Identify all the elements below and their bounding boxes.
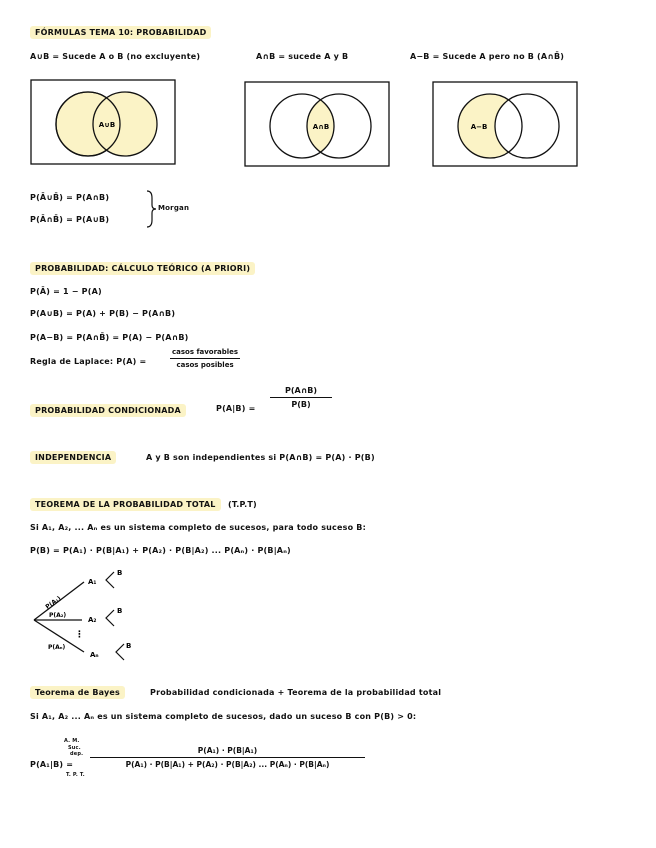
venn-intersection-diagram <box>244 81 390 167</box>
tree-node-n: Aₙ <box>90 651 99 659</box>
bayes-heading: Teorema de Bayes <box>30 686 125 699</box>
bayes-fraction <box>90 746 365 769</box>
probability-tree-diagram <box>30 566 140 662</box>
tree-leaf-n: B <box>126 642 132 650</box>
tree-branch-label-n: P(Aₙ) <box>48 644 66 651</box>
morgan-law-2: P(Ā∩B̄) = P(A∪B) <box>30 215 110 224</box>
page-title: FÓRMULAS TEMA 10: PROBABILIDAD <box>30 26 211 39</box>
tpt-intro: Si A₁, A₂, ... Aₙ es un sistema completo de sucesos, para todo suceso B: <box>30 523 366 532</box>
tree-fork-1 <box>106 572 114 588</box>
independencia-text: A y B son independientes si P(A∩B) = P(A) · P(B) <box>146 453 375 462</box>
bayes-eq-top: A. M. <box>64 738 80 744</box>
tree-fork-2 <box>106 610 114 626</box>
morgan-law-1: P(Ā∪B̄) = P(A∩B) <box>30 193 110 202</box>
tree-fork-n <box>116 644 124 660</box>
laplace-denominator: casos posibles <box>176 361 234 369</box>
venn-label-intersection: A∩B <box>312 123 330 131</box>
tpt-heading: TEOREMA DE LA PROBABILIDAD TOTAL <box>30 498 221 511</box>
laplace-numerator: casos favorables <box>170 348 240 359</box>
formula-union: P(A∪B) = P(A) + P(B) − P(A∩B) <box>30 309 176 318</box>
tree-leaf-1: B <box>117 569 123 577</box>
bayes-numerator: P(A₁) · P(B|A₁) <box>90 746 365 758</box>
venn-label-difference: A−B <box>470 123 488 131</box>
independencia-heading: INDEPENDENCIA <box>30 451 116 464</box>
morgan-label: Morgan <box>158 204 190 212</box>
formula-complement: P(Ā) = 1 − P(A) <box>30 287 102 296</box>
venn-caption-intersection: A∩B = sucede A y B <box>256 52 349 61</box>
condicionada-numerator: P(A∩B) <box>270 386 332 398</box>
tree-leaf-2: B <box>117 607 123 615</box>
condicionada-fraction <box>270 386 332 409</box>
bayes-eq-mid1: Suc. <box>68 745 81 751</box>
bayes-intro: Si A₁, A₂ ... Aₙ es un sistema completo de sucesos, dado un suceso B con P(B) > 0: <box>30 712 417 721</box>
bayes-lhs: P(A₁|B) = <box>30 760 74 769</box>
laplace-prefix: Regla de Laplace: P(A) = <box>30 357 147 366</box>
venn-caption-union: A∪B = Sucede A o B (no excluyente) <box>30 52 201 61</box>
venn-caption-difference: A−B = Sucede A pero no B (A∩B̄) <box>410 52 565 61</box>
venn-label-union: A∪B <box>98 121 116 129</box>
bayes-denominator: P(A₁) · P(B|A₁) + P(A₂) · P(B|A₂) ... P(Aₙ) · P(B|Aₙ) <box>125 760 330 769</box>
laplace-fraction <box>170 348 240 369</box>
tpt-abbreviation: (T.P.T) <box>228 500 257 509</box>
tree-dots: ⋮ <box>75 630 84 640</box>
tree-node-1: A₁ <box>88 578 97 586</box>
priori-heading: PROBABILIDAD: CÁLCULO TEÓRICO (A PRIORI) <box>30 262 255 275</box>
venn-difference-diagram <box>432 81 578 167</box>
condicionada-denominator: P(B) <box>291 400 311 409</box>
bayes-eq-mid2: dep. <box>70 751 84 757</box>
tree-branch-label-1: P(A₁) <box>44 595 63 611</box>
tree-node-2: A₂ <box>88 616 97 624</box>
tree-branch-label-2: P(A₂) <box>49 612 67 619</box>
venn-union-diagram <box>30 79 176 165</box>
condicionada-lhs: P(A|B) = <box>216 404 256 413</box>
tpt-formula: P(B) = P(A₁) · P(B|A₁) + P(A₂) · P(B|A₂) ... P(Aₙ) · P(B|Aₙ) <box>30 546 291 555</box>
bayes-subtitle: Probabilidad condicionada + Teorema de la probabilidad total <box>150 688 442 697</box>
morgan-brace-icon <box>145 190 157 228</box>
condicionada-heading: PROBABILIDAD CONDICIONADA <box>30 404 186 417</box>
formula-difference: P(A−B) = P(A∩B̄) = P(A) − P(A∩B) <box>30 333 189 342</box>
bayes-eq-bottom: T. P. T. <box>66 772 85 778</box>
